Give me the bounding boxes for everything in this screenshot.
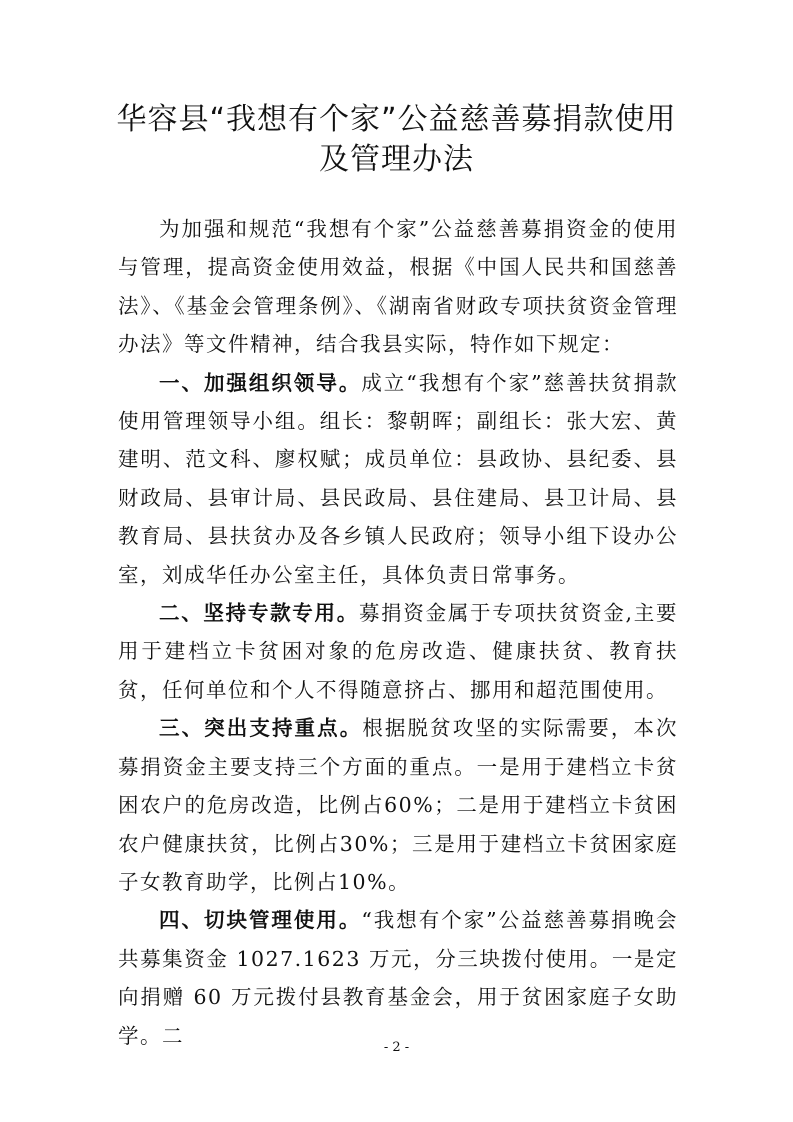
section-heading: 四、切块管理使用。 (159, 908, 362, 933)
paragraph-text: 募捐资金属于专项扶贫资金,主要用于建档立卡贫困对象的危房改造、健康扶贫、教育扶贫，任何单位和个人不得随意挤占、挪用和超范围使用。 (118, 601, 679, 702)
paragraph-text: 成立“我想有个家”慈善扶贫捐款使用管理领导小组。组长：黎朝晖；副组长：张大宏、黄建明、范文科、廖权赋；成员单位：县政协、县纪委、县财政局、县审计局、县民政局、县住建局、县卫计局、县教育局、县扶贫办及各乡镇人民政府；领导小组下设办公室，刘成华任办公室主任，具体负责日常事务。 (118, 370, 679, 587)
paragraph-text: 为加强和规范“我想有个家”公益慈善募捐资金的使用与管理，提高资金使用效益，根据《中国人民共和国慈善法》、《基金会管理条例》、《湖南省财政专项扶贫资金管理办法》等文件精神，结合我县实际，特作如下规定： (118, 217, 678, 357)
paragraph-intro (118, 210, 678, 364)
paragraph-section-3 (118, 709, 678, 901)
paragraph-section-2 (118, 594, 678, 709)
paragraph-section-1 (118, 364, 678, 594)
section-heading: 三、突出支持重点。 (159, 716, 363, 741)
document-title-line-1: 华容县“我想有个家”公益慈善募捐款使用 (116, 102, 677, 137)
paragraph-text: 根据脱贫攻坚的实际需要，本次募捐资金主要支持三个方面的重点。一是用于建档立卡贫困农户的危房改造，比例占60%；二是用于建档立卡贫困农户健康扶贫，比例占30%；三是用于建档立卡贫困家庭子女教育助学，比例占10%。 (118, 716, 679, 894)
paragraph-section-4 (118, 901, 678, 1055)
paragraph-text: “我想有个家”公益慈善募捐晚会共募集资金 1027.1623 万元，分三块拨付使用。一是定向捐赠 60 万元拨付县教育基金会，用于贫困家庭子女助学。二 (118, 908, 679, 1048)
page-number: - 2 - (383, 1040, 410, 1055)
document-body (118, 210, 678, 1055)
document-title-line-2: 及管理办法 (319, 142, 474, 177)
section-heading: 一、加强组织领导。 (159, 370, 362, 395)
section-heading: 二、坚持专款专用。 (159, 601, 359, 626)
